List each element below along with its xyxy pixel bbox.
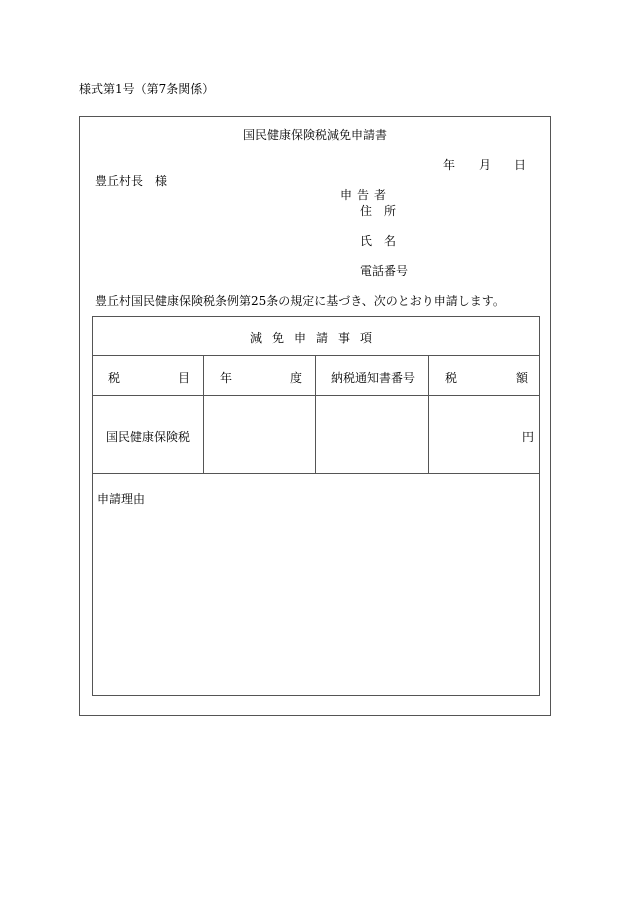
table-divider	[92, 395, 540, 396]
table-column-divider	[315, 355, 316, 473]
application-statement: 豊丘村国民健康保険税条例第25条の規定に基づき、次のとおり申請します。	[95, 294, 505, 308]
date-month-label: 月	[479, 158, 492, 172]
form-number-label: 様式第1号（第7条関係）	[79, 82, 215, 96]
table-column-divider	[203, 355, 204, 473]
header-tax-amount-a: 税	[445, 371, 458, 385]
header-year-b: 度	[290, 371, 303, 385]
table-title: 減免申請事項	[249, 331, 382, 345]
row-yen-unit: 円	[522, 430, 535, 444]
table-column-divider	[428, 355, 429, 473]
reason-label: 申請理由	[97, 492, 146, 506]
header-tax-item-a: 税	[108, 371, 121, 385]
date-year-label: 年	[443, 158, 456, 172]
header-tax-item-b: 目	[178, 371, 191, 385]
date-day-label: 日	[514, 158, 527, 172]
table-divider	[92, 473, 540, 474]
address-label: 住 所	[360, 204, 397, 218]
header-notice-number: 納税通知書番号	[331, 371, 416, 385]
table-divider	[92, 355, 540, 356]
exemption-table	[92, 316, 540, 696]
row-tax-item: 国民健康保険税	[106, 430, 191, 444]
applicant-label: 申告者	[340, 188, 392, 202]
name-label: 氏 名	[360, 234, 397, 248]
header-year-a: 年	[220, 371, 233, 385]
form-title: 国民健康保険税減免申請書	[242, 128, 387, 142]
phone-label: 電話番号	[360, 264, 409, 278]
header-tax-amount-b: 額	[516, 371, 529, 385]
addressee: 豊丘村長 様	[95, 174, 168, 188]
